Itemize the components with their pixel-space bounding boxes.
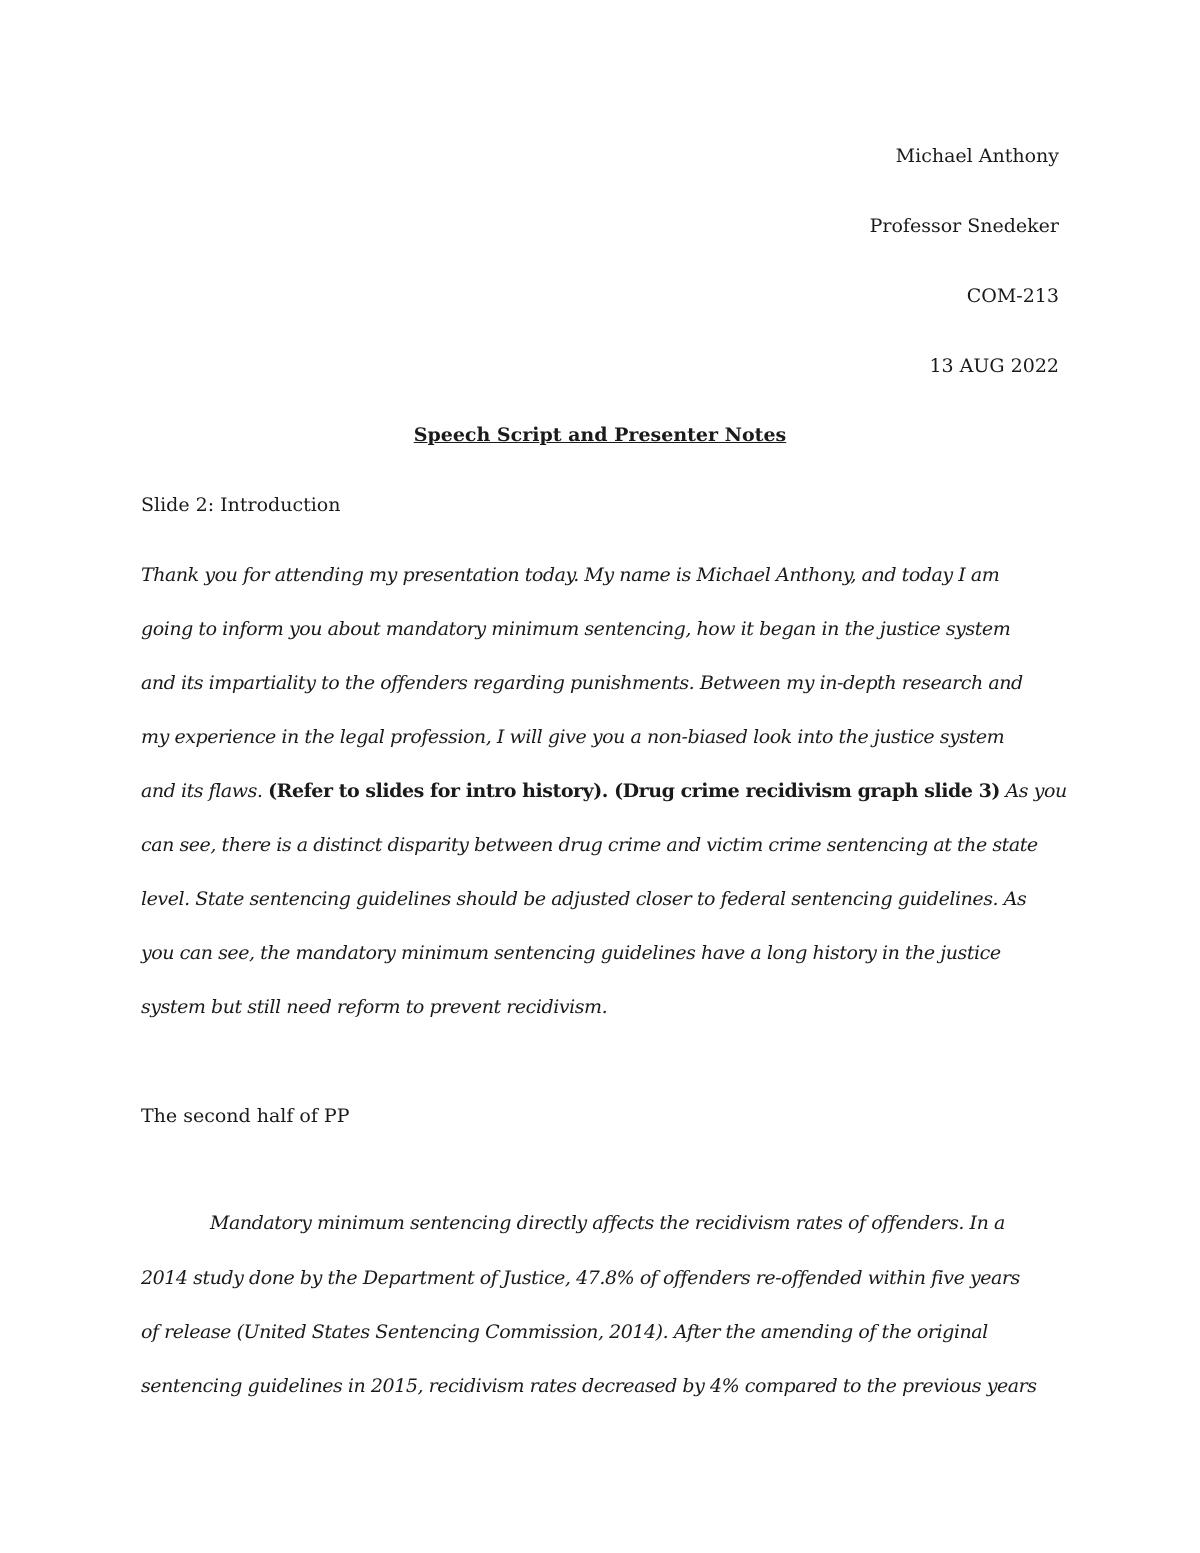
paragraph-line: 2014 study done by the Department of Justice, 47.8% of offenders re-offended within five years bbox=[141, 1267, 1020, 1289]
section-heading-second-half: The second half of PP bbox=[141, 1105, 350, 1127]
paragraph-line: my experience in the legal profession, I will give you a non-biased look into the justice system bbox=[141, 726, 1005, 748]
document-date: 13 AUG 2022 bbox=[929, 355, 1059, 377]
section-heading-introduction: Slide 2: Introduction bbox=[141, 494, 341, 516]
italic-text: As you bbox=[999, 780, 1067, 802]
paragraph-line-mixed bbox=[141, 779, 1067, 803]
paragraph-line: you can see, the mandatory minimum sentencing guidelines have a long history in the justice bbox=[141, 942, 1001, 964]
italic-text: and its flaws. bbox=[141, 780, 269, 802]
paragraph-line: Thank you for attending my presentation today. My name is Michael Anthony, and today I am bbox=[141, 564, 1000, 586]
paragraph-line: level. State sentencing guidelines should be adjusted closer to federal sentencing guidelines. As bbox=[141, 888, 1027, 910]
paragraph-line: system but still need reform to prevent recidivism. bbox=[141, 996, 608, 1018]
paragraph-line: can see, there is a distinct disparity between drug crime and victim crime sentencing at the state bbox=[141, 834, 1038, 856]
professor-name: Professor Snedeker bbox=[869, 215, 1059, 237]
paragraph-line: Mandatory minimum sentencing directly affects the recidivism rates of offenders. In a bbox=[210, 1212, 1005, 1234]
course-code: COM-213 bbox=[966, 285, 1059, 307]
paragraph-line: of release (United States Sentencing Commission, 2014). After the amending of the original bbox=[141, 1321, 988, 1343]
author-name: Michael Anthony bbox=[895, 145, 1059, 167]
paragraph-line: going to inform you about mandatory minimum sentencing, how it began in the justice system bbox=[141, 618, 1011, 640]
paragraph-line: sentencing guidelines in 2015, recidivism rates decreased by 4% compared to the previous years bbox=[141, 1375, 1037, 1397]
presenter-note: (Refer to slides for intro history). (Drug crime recidivism graph slide 3) bbox=[268, 780, 1000, 802]
paragraph-line: and its impartiality to the offenders regarding punishments. Between my in-depth research and bbox=[141, 672, 1023, 694]
document-title: Speech Script and Presenter Notes bbox=[413, 424, 787, 446]
